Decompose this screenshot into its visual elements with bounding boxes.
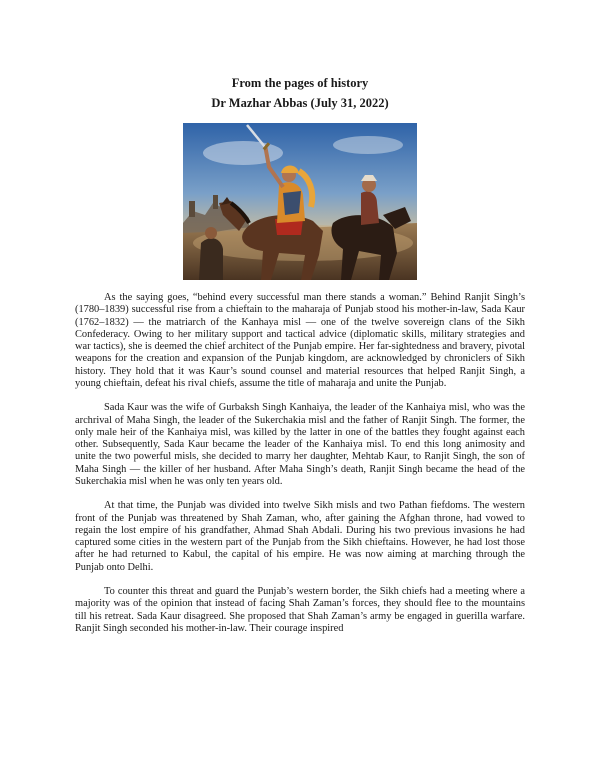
article-title: From the pages of history bbox=[231, 76, 369, 90]
article-illustration bbox=[183, 123, 417, 280]
article-byline: Dr Mazhar Abbas (July 31, 2022) bbox=[211, 96, 389, 110]
article-body bbox=[75, 292, 525, 647]
paragraph: At that time, the Punjab was divided into twelve Sikh misls and two Pathan fiefdoms. The western front of the Punjab was threatened by Shah Zaman, who, after gaining the Afghan throne, had vowed to regain the lost empire of his grandfather, Ahmad Shah Abdali. During his two previous invasions he had captured some cities in the western part of the Punjab from the Sikh chieftains. However, he had lost those after he had returned to Kabul, the capital of his empire. He was now aiming at marching through the Punjab onto Delhi. bbox=[75, 500, 525, 573]
painting-image bbox=[183, 123, 417, 280]
paragraph: As the saying goes, “behind every successful man there stands a woman.” Behind Ranjit Singh’s (1780–1839) successful rise from a chieftain to the maharaja of Punjab stood his mother-in-law, Sada Kaur (1762–1832) — the matriarch of the Kanhaya misl — one of the twelve sovereign clans of the Sikh Confederacy. Owing to her military support and tactical advice (diplomatic skills, military strategies and war tactics), she is deemed the chief architect of the Punjab empire. Her far-sightedness and bravery, pivotal weapons for the creation and expansion of the Punjab kingdom, are acknowledged by chroniclers of Sikh history. They hold that it was Kaur’s sound counsel and material resources that helped Ranjit Singh, a young chieftain, defeat his rival chiefs, assume the title of maharaja and unite the Punjab. bbox=[75, 292, 525, 389]
paragraph: Sada Kaur was the wife of Gurbaksh Singh Kanhaiya, the leader of the Kanhaiya misl, who was the archrival of Maha Singh, the leader of the Sukerchakia misl and the father of Ranjit Singh. The former, the only male heir of the Kanhaiya misl, was killed by the latter in one of the battles they fought against each other. Subsequently, Sada Kaur became the leader of the Kanhaiya misl. To end this long animosity and unite the two powerful misls, she decided to marry her daughter, Mehtab Kaur, to Ranjit Singh, the son of Maha Singh — the killer of her husband. After Maha Singh’s death, Ranjit Singh became the head of the Sukerchakia misl when he was only ten years old. bbox=[75, 402, 525, 487]
paragraph: To counter this threat and guard the Punjab’s western border, the Sikh chiefs had a meeting where a majority was of the opinion that instead of facing Shah Zaman’s forces, they should flee to the mountains till his retreat. Sada Kaur disagreed. She proposed that Shah Zaman’s army be engaged in guerilla warfare. Ranjit Singh seconded his mother-in-law. Their courage inspired bbox=[75, 586, 525, 634]
